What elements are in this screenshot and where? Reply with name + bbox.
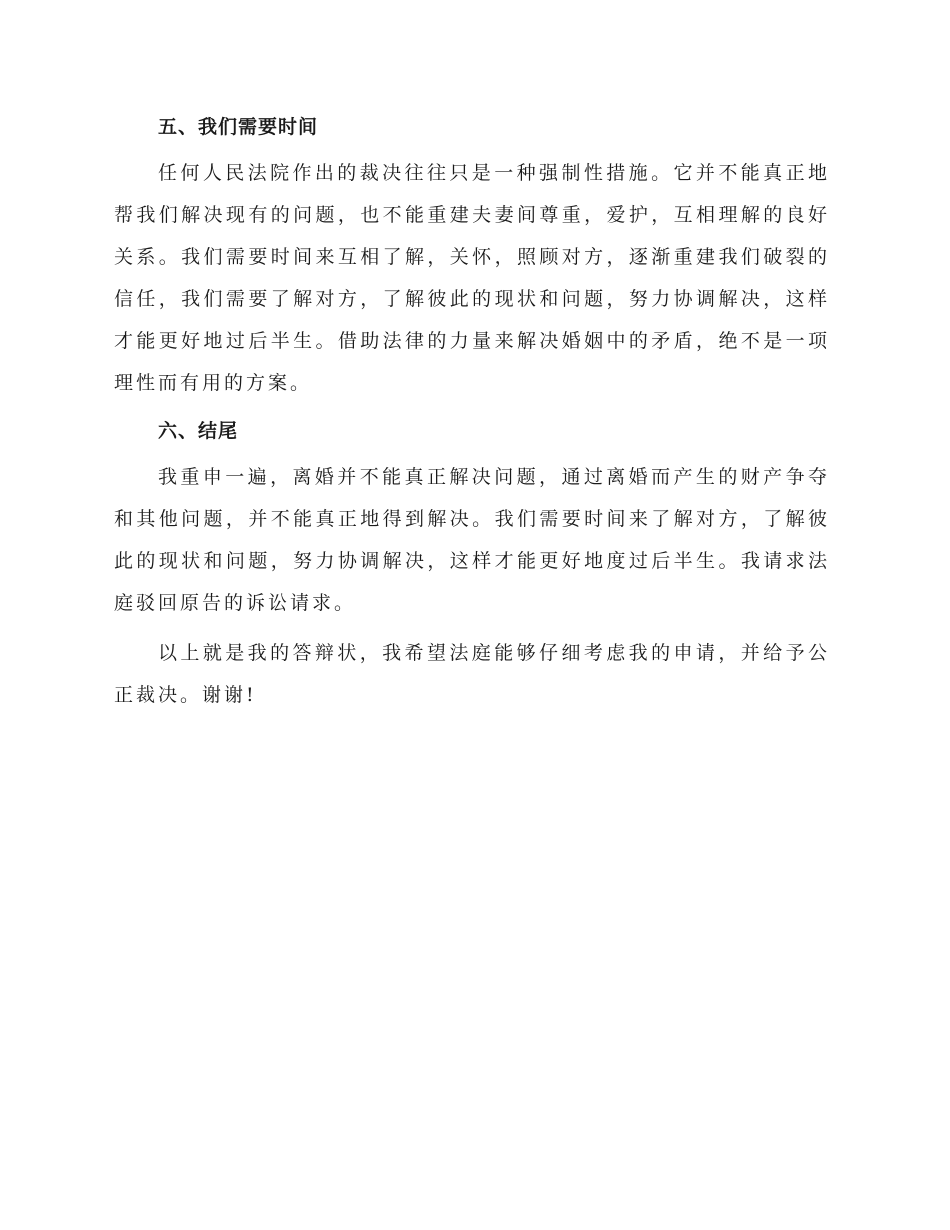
document-body — [114, 108, 830, 724]
closing-paragraph: 以上就是我的答辩状，我希望法庭能够仔细考虑我的申请，并给予公正裁决。谢谢! — [114, 642, 830, 706]
section-heading: 五、我们需要时间 — [158, 116, 319, 138]
section-paragraph: 我重申一遍，离婚并不能真正解决问题，通过离婚而产生的财产争夺和其他问题，并不能真正地得到解决。我们需要时间来了解对方，了解彼此的现状和问题，努力协调解决，这样才能更好地度过后半生。我请求法庭驳回原告的诉讼请求。 — [114, 466, 830, 614]
section-paragraph: 任何人民法院作出的裁决往往只是一种强制性措施。它并不能真正地帮我们解决现有的问题，也不能重建夫妻间尊重，爱护，互相理解的良好关系。我们需要时间来互相了解，关怀，照顾对方，逐渐重建我们破裂的信任，我们需要了解对方，了解彼此的现状和问题，努力协调解决，这样才能更好地过后半生。借助法律的力量来解决婚姻中的矛盾，绝不是一项理性而有用的方案。 — [114, 162, 830, 394]
section-conclusion — [114, 412, 830, 716]
section-heading: 六、结尾 — [158, 420, 239, 442]
section-need-time — [114, 108, 830, 404]
